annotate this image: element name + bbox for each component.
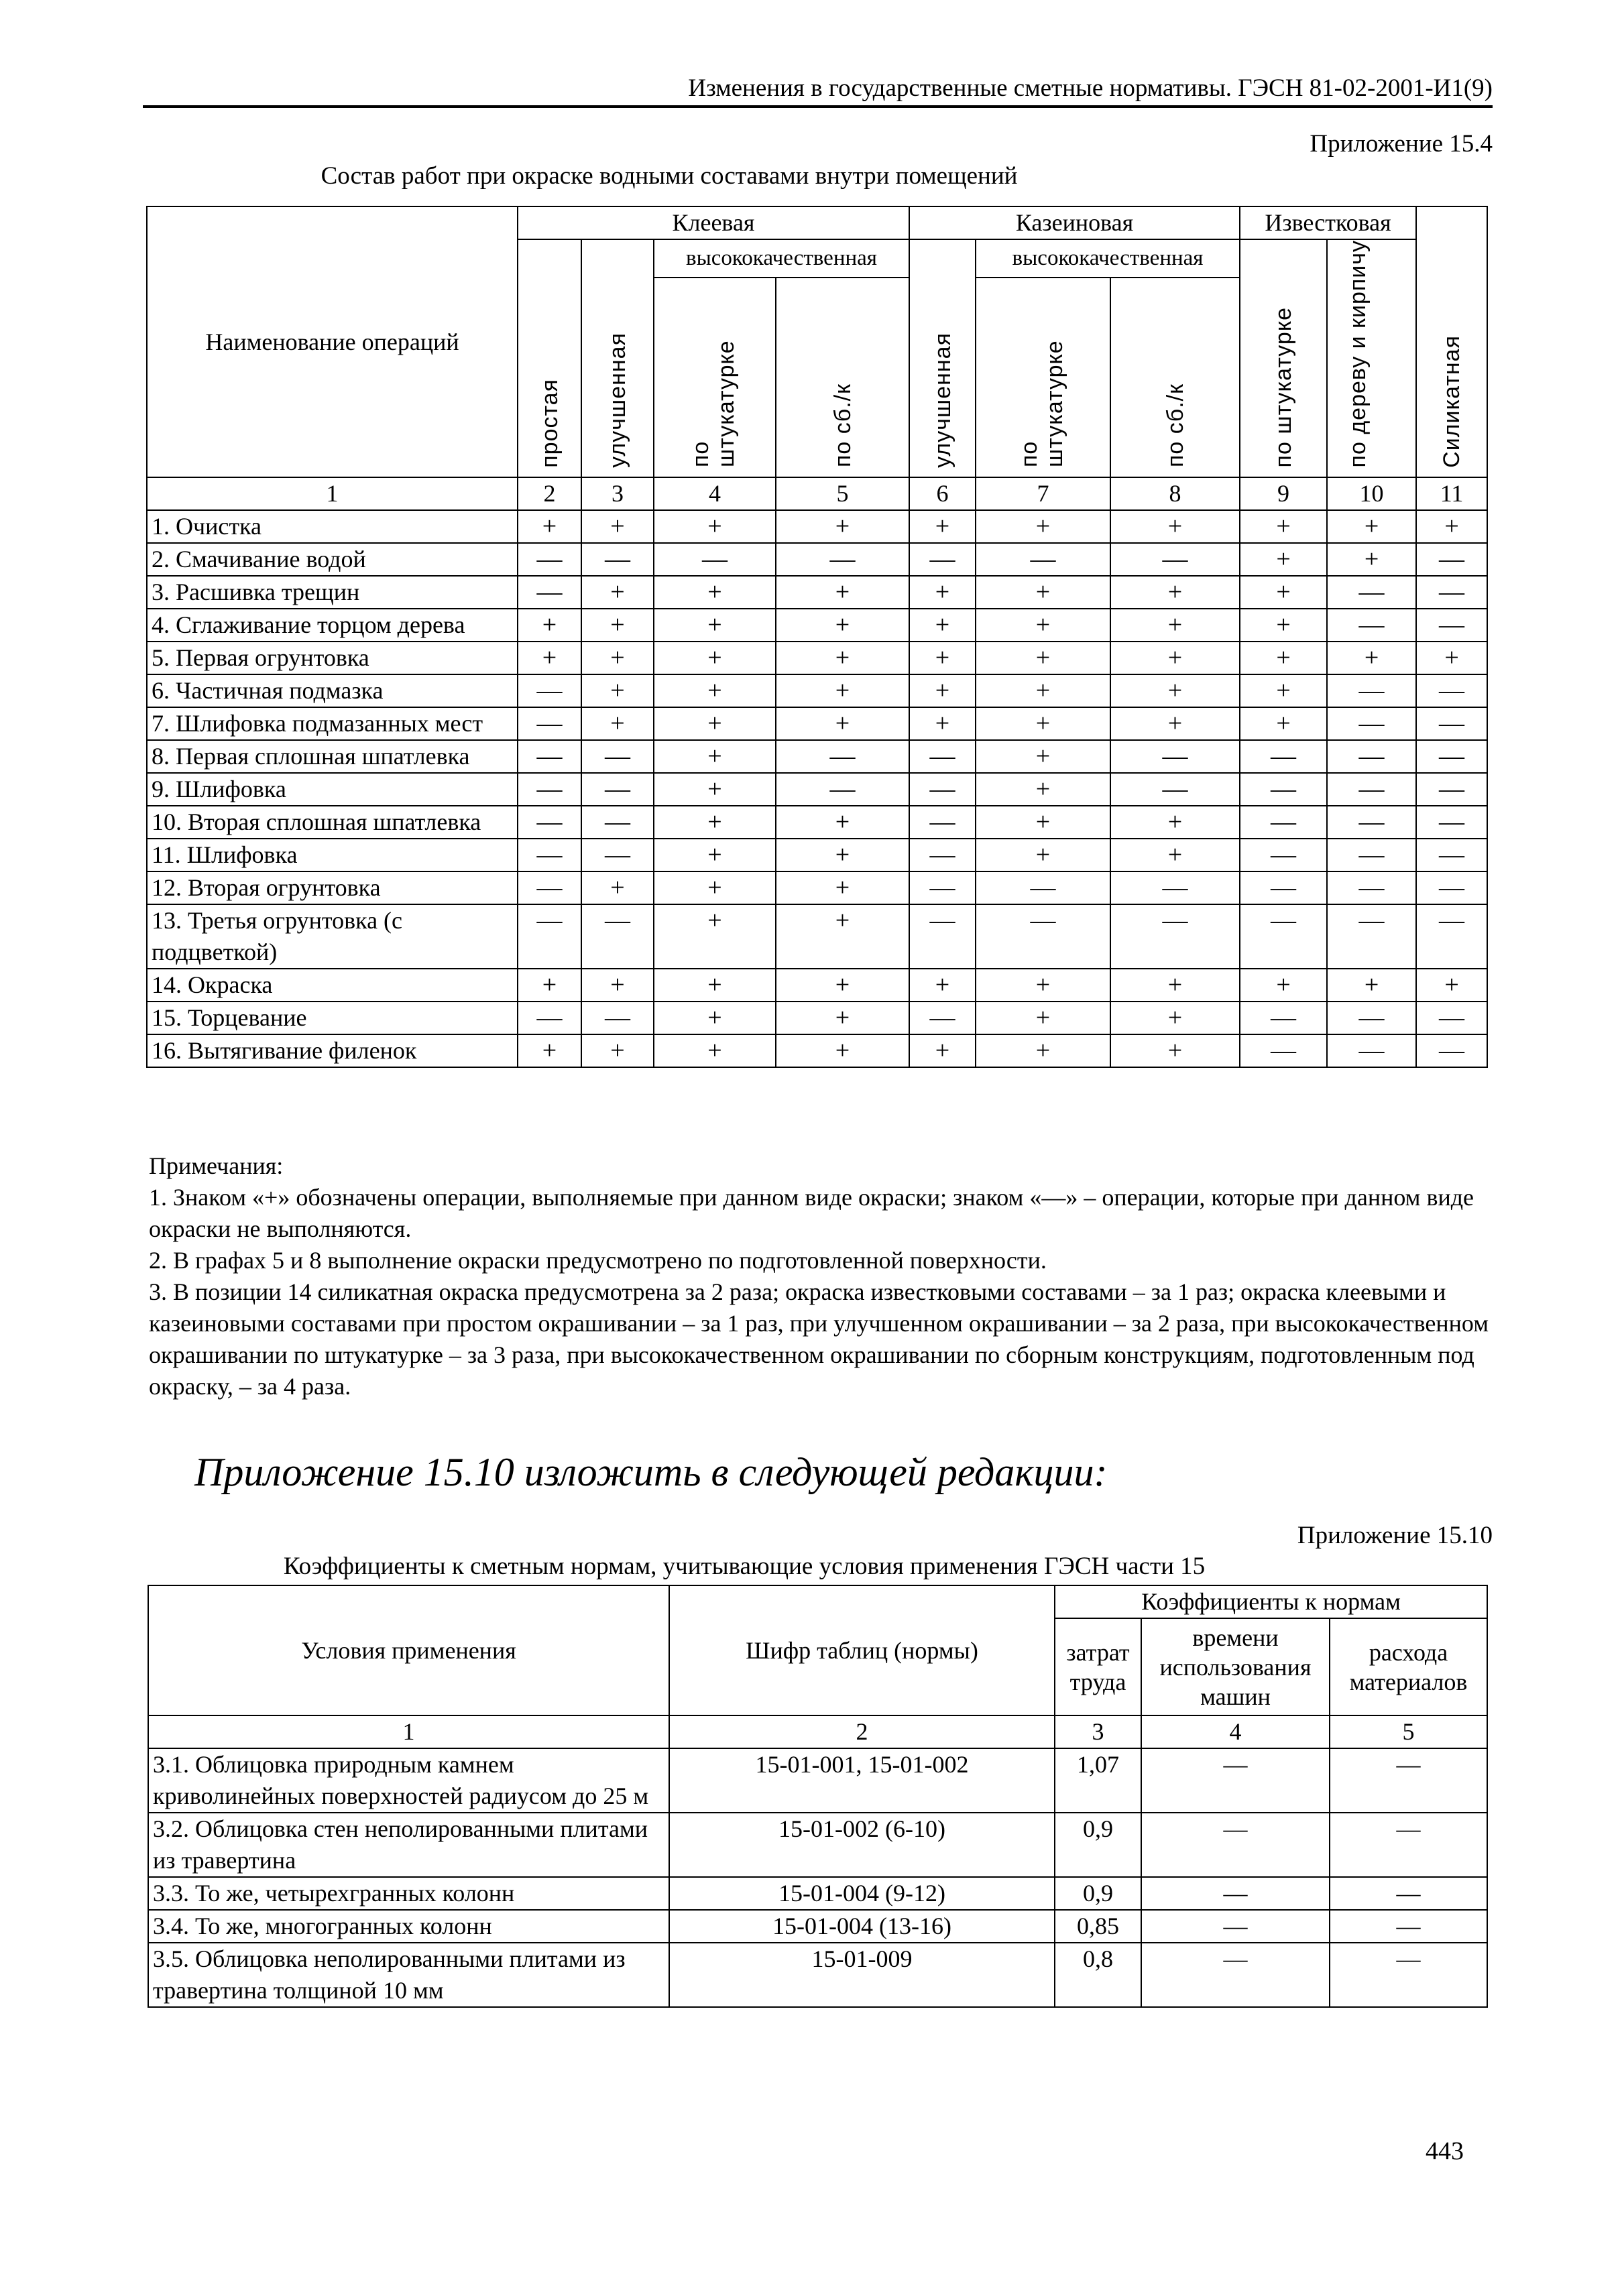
col-number: 1 (147, 477, 518, 510)
operation-mark: + (1240, 674, 1327, 707)
operation-mark: + (581, 576, 654, 609)
operation-mark: + (581, 642, 654, 674)
cell-labor: 0,85 (1055, 1910, 1141, 1943)
operation-mark: — (909, 806, 976, 839)
operation-mark: — (518, 674, 581, 707)
table-row (147, 806, 1487, 839)
operation-mark: + (1240, 642, 1327, 674)
header-col-11 (1416, 206, 1487, 477)
operation-mark: — (776, 740, 909, 773)
operation-mark: — (1416, 576, 1487, 609)
operation-mark: — (1240, 871, 1327, 904)
operation-mark: + (909, 576, 976, 609)
operation-mark: — (518, 1002, 581, 1034)
table-row (147, 969, 1487, 1002)
column-numbers-row (148, 1715, 1487, 1748)
operation-mark: — (1416, 609, 1487, 642)
operation-mark: + (909, 707, 976, 740)
operation-mark: — (909, 904, 976, 969)
operation-mark: + (909, 510, 976, 543)
operation-mark: — (518, 773, 581, 806)
col-number: 2 (518, 477, 581, 510)
table-row (147, 510, 1487, 543)
operation-mark: — (1110, 904, 1240, 969)
operation-mark: — (1240, 839, 1327, 871)
operation-name: 12. Вторая огрунтовка (147, 871, 518, 904)
page-number: 443 (1426, 2137, 1464, 2165)
operation-mark: + (976, 642, 1110, 674)
header-uluchshennaya: улучшенная (605, 332, 630, 468)
operation-mark: + (976, 674, 1110, 707)
header-col-9 (1240, 239, 1327, 477)
cell-code: 15-01-004 (13-16) (669, 1910, 1055, 1943)
operation-mark: + (1416, 969, 1487, 1002)
operation-mark: + (1240, 609, 1327, 642)
operation-mark: — (581, 1002, 654, 1034)
operation-mark: — (1327, 740, 1416, 773)
operation-mark: — (1327, 1034, 1416, 1067)
operation-name: 15. Торцевание (147, 1002, 518, 1034)
header-uluchshennaya-2: улучшенная (929, 332, 955, 468)
table-row (147, 773, 1487, 806)
operation-mark: — (1327, 904, 1416, 969)
operation-mark: — (518, 904, 581, 969)
header-col-5 (776, 278, 909, 478)
operation-mark: — (976, 871, 1110, 904)
operation-mark: — (1416, 707, 1487, 740)
operation-mark: + (1240, 510, 1327, 543)
operation-mark: — (518, 839, 581, 871)
operation-mark: — (1240, 773, 1327, 806)
col-number: 3 (1055, 1715, 1141, 1748)
operation-name: 6. Частичная подмазка (147, 674, 518, 707)
header-code: Шифр таблиц (нормы) (669, 1585, 1055, 1715)
table-row (147, 839, 1487, 871)
operation-mark: — (1416, 904, 1487, 969)
operation-mark: + (1327, 510, 1416, 543)
operation-mark: + (1110, 576, 1240, 609)
operation-mark: + (1110, 609, 1240, 642)
table-row (148, 1943, 1487, 2007)
operation-mark: — (1110, 871, 1240, 904)
operation-mark: + (518, 510, 581, 543)
note-2: 2. В графах 5 и 8 выполнение окраски предусмотрено по подготовленной поверхности. (149, 1247, 1047, 1274)
operation-mark: + (1110, 1002, 1240, 1034)
coefficients-table (148, 1585, 1488, 2008)
cell-code: 15-01-001, 15-01-002 (669, 1748, 1055, 1813)
header-labor: затрат труда (1055, 1618, 1141, 1715)
operation-name: 5. Первая огрунтовка (147, 642, 518, 674)
operation-mark: + (976, 609, 1110, 642)
header-materials: расхода материалов (1330, 1618, 1487, 1715)
operation-mark: — (976, 543, 1110, 576)
cell-materials: — (1330, 1943, 1487, 2007)
col-number: 2 (669, 1715, 1055, 1748)
operation-mark: — (909, 839, 976, 871)
operation-mark: — (654, 543, 776, 576)
operation-mark: — (518, 707, 581, 740)
operation-name: 9. Шлифовка (147, 773, 518, 806)
operation-mark: + (1416, 642, 1487, 674)
operation-mark: — (581, 904, 654, 969)
operation-mark: — (1110, 773, 1240, 806)
operation-mark: + (518, 609, 581, 642)
operation-mark: — (909, 543, 976, 576)
header-coefficients-group: Коэффициенты к нормам (1055, 1585, 1487, 1618)
cell-materials: — (1330, 1910, 1487, 1943)
cell-condition: 3.1. Облицовка природным камнем криволинейных поверхностей радиусом до 25 м (148, 1748, 669, 1813)
operation-mark: + (581, 871, 654, 904)
operations-table (146, 206, 1488, 1068)
operation-name: 8. Первая сплошная шпатлевка (147, 740, 518, 773)
cell-condition: 3.3. То же, четырехгранных колонн (148, 1877, 669, 1910)
table-row (147, 871, 1487, 904)
operation-mark: — (581, 543, 654, 576)
operation-mark: — (518, 543, 581, 576)
operation-mark: + (518, 969, 581, 1002)
operation-mark: + (654, 839, 776, 871)
operation-mark: + (654, 674, 776, 707)
operation-mark: + (1240, 543, 1327, 576)
note-1: 1. Знаком «+» обозначены операции, выполняемые при данном виде окраски; знаком «—» – операции, которые при данном виде окраски не выполняются. (149, 1184, 1474, 1242)
header-subgroup-vysokokach-1: высококачественная (654, 239, 909, 278)
header-col-10 (1327, 239, 1416, 477)
operation-mark: — (1327, 773, 1416, 806)
table-row (148, 1748, 1487, 1813)
operation-mark: + (1110, 1034, 1240, 1067)
cell-materials: — (1330, 1877, 1487, 1910)
table-row (147, 543, 1487, 576)
header-prostaya: простая (536, 378, 563, 468)
operation-mark: — (1110, 543, 1240, 576)
cell-machines: — (1141, 1813, 1330, 1877)
table-row (147, 674, 1487, 707)
operation-name: 3. Расшивка трещин (147, 576, 518, 609)
appendix-15-10-title: Коэффициенты к сметным нормам, учитывающие условия применения ГЭСН части 15 (283, 1553, 1206, 1580)
header-operation-name: Наименование операций (147, 206, 518, 477)
operation-mark: + (1110, 806, 1240, 839)
operation-mark: + (654, 707, 776, 740)
operation-mark: — (1327, 609, 1416, 642)
column-numbers-row (147, 477, 1487, 510)
operation-mark: + (581, 609, 654, 642)
operation-mark: + (654, 871, 776, 904)
table-row (147, 1034, 1487, 1067)
operation-mark: + (581, 1034, 654, 1067)
operation-mark: — (1327, 806, 1416, 839)
cell-machines: — (1141, 1910, 1330, 1943)
table-row (147, 609, 1487, 642)
header-po-shtukaturke-2: по штукатурке (1016, 340, 1067, 468)
operation-mark: + (1110, 510, 1240, 543)
operation-mark: + (654, 1034, 776, 1067)
operations-table-body (147, 510, 1487, 1067)
operation-mark: — (518, 806, 581, 839)
operation-mark: — (909, 773, 976, 806)
header-group-izvestkovaya: Известковая (1240, 206, 1416, 239)
operation-mark: + (976, 1034, 1110, 1067)
operation-mark: + (654, 510, 776, 543)
operation-mark: — (1327, 839, 1416, 871)
header-col-2 (518, 239, 581, 477)
cell-materials: — (1330, 1748, 1487, 1813)
operation-mark: + (776, 674, 909, 707)
table-row (147, 1002, 1487, 1034)
table-row (148, 1877, 1487, 1910)
operation-name: 1. Очистка (147, 510, 518, 543)
operation-mark: — (1416, 543, 1487, 576)
operation-mark: — (1416, 1034, 1487, 1067)
operation-mark: + (654, 740, 776, 773)
operation-mark: + (976, 740, 1110, 773)
header-col-4 (654, 278, 776, 478)
operation-mark: + (654, 609, 776, 642)
col-number: 5 (1330, 1715, 1487, 1748)
operation-mark: — (581, 740, 654, 773)
col-number: 4 (1141, 1715, 1330, 1748)
operation-mark: + (909, 609, 976, 642)
operation-mark: — (1416, 1002, 1487, 1034)
operation-mark: + (581, 969, 654, 1002)
operation-mark: + (976, 969, 1110, 1002)
operation-mark: — (1240, 740, 1327, 773)
operation-mark: + (776, 510, 909, 543)
col-number: 3 (581, 477, 654, 510)
operation-mark: + (776, 707, 909, 740)
running-header: Изменения в государственные сметные нормативы. ГЭСН 81-02-2001-И1(9) (688, 74, 1493, 102)
operation-name: 4. Сглаживание торцом дерева (147, 609, 518, 642)
col-number: 11 (1416, 477, 1487, 510)
header-group-kleevaya: Клеевая (518, 206, 909, 239)
table-row (148, 1910, 1487, 1943)
col-number: 1 (148, 1715, 669, 1748)
operation-mark: + (581, 674, 654, 707)
operation-mark: + (518, 1034, 581, 1067)
cell-code: 15-01-002 (6-10) (669, 1813, 1055, 1877)
col-number: 7 (976, 477, 1110, 510)
operation-mark: + (654, 904, 776, 969)
operation-mark: + (976, 510, 1110, 543)
operation-mark: + (976, 806, 1110, 839)
operation-mark: + (976, 1002, 1110, 1034)
col-number: 10 (1327, 477, 1416, 510)
operation-mark: + (1110, 969, 1240, 1002)
header-po-sbk-1: по сб./к (829, 383, 856, 468)
operation-mark: — (581, 806, 654, 839)
operation-mark: + (976, 773, 1110, 806)
operation-mark: — (909, 740, 976, 773)
header-col-6 (909, 239, 976, 477)
operation-mark: + (654, 806, 776, 839)
cell-condition: 3.2. Облицовка стен неполированными плитами из травертина (148, 1813, 669, 1877)
operation-mark: + (1240, 576, 1327, 609)
operation-mark: + (976, 707, 1110, 740)
operation-name: 11. Шлифовка (147, 839, 518, 871)
operation-mark: + (581, 707, 654, 740)
cell-labor: 0,8 (1055, 1943, 1141, 2007)
header-machines: времени использования машин (1141, 1618, 1330, 1715)
col-number: 9 (1240, 477, 1327, 510)
operation-mark: — (1110, 740, 1240, 773)
operation-mark: + (776, 839, 909, 871)
table-row (148, 1813, 1487, 1877)
cell-machines: — (1141, 1877, 1330, 1910)
note-3: 3. В позиции 14 силикатная окраска предусмотрена за 2 раза; окраска известковыми составами – за 1 раз; окраска клеевыми и казеиновыми составами при простом окрашивании – за 1 раз, при улучшенном окрашивании – за 2 раза, при высококачественном окрашивании по штукатурке – за 3 раза, при высококачественном окрашивании по сборным конструкциям, подготовленным под окраску, – за 4 раза. (149, 1278, 1489, 1400)
header-po-derevu: по дереву и кирпичу (1344, 240, 1371, 468)
operation-mark: — (1416, 871, 1487, 904)
operation-mark: — (518, 576, 581, 609)
operation-mark: + (581, 510, 654, 543)
operation-mark: — (909, 871, 976, 904)
header-silikatnaya: Силикатная (1439, 335, 1465, 468)
header-subgroup-vysokokach-2: высококачественная (976, 239, 1240, 278)
cell-code: 15-01-009 (669, 1943, 1055, 2007)
operation-mark: + (909, 1034, 976, 1067)
operation-mark: + (1327, 642, 1416, 674)
cell-machines: — (1141, 1748, 1330, 1813)
operation-mark: + (909, 642, 976, 674)
operation-mark: + (776, 806, 909, 839)
header-col-3 (581, 239, 654, 477)
operation-mark: + (776, 969, 909, 1002)
operation-mark: — (1327, 707, 1416, 740)
header-po-sbk-2: по сб./к (1162, 383, 1188, 468)
col-number: 4 (654, 477, 776, 510)
cell-labor: 0,9 (1055, 1877, 1141, 1910)
operation-mark: — (909, 1002, 976, 1034)
operation-mark: + (976, 839, 1110, 871)
cell-condition: 3.5. Облицовка неполированными плитами из травертина толщиной 10 мм (148, 1943, 669, 2007)
header-conditions: Условия применения (148, 1585, 669, 1715)
cell-labor: 1,07 (1055, 1748, 1141, 1813)
header-rule (143, 105, 1493, 108)
header-col-8 (1110, 278, 1240, 478)
notes (149, 1150, 1490, 1402)
cell-condition: 3.4. То же, многогранных колонн (148, 1910, 669, 1943)
col-number: 6 (909, 477, 976, 510)
operation-mark: — (1416, 806, 1487, 839)
coefficients-table-body (148, 1748, 1487, 2007)
appendix-15-4-label: Приложение 15.4 (1310, 130, 1493, 158)
operation-mark: + (776, 576, 909, 609)
operation-mark: — (1327, 576, 1416, 609)
operation-mark: + (776, 642, 909, 674)
operation-name: 16. Вытягивание филенок (147, 1034, 518, 1067)
table-row (147, 904, 1487, 969)
operation-mark: + (776, 609, 909, 642)
appendix-15-4-title: Состав работ при окраске водными составами внутри помещений (321, 162, 1018, 190)
header-po-shtukaturke-1: по штукатурке (688, 340, 739, 468)
operation-mark: + (909, 969, 976, 1002)
header-group-kazeinovaya: Казеиновая (909, 206, 1240, 239)
operation-mark: + (1240, 707, 1327, 740)
operation-mark: — (1416, 740, 1487, 773)
operation-mark: — (1416, 839, 1487, 871)
operation-mark: — (976, 904, 1110, 969)
operation-mark: + (518, 642, 581, 674)
cell-code: 15-01-004 (9-12) (669, 1877, 1055, 1910)
operation-mark: + (976, 576, 1110, 609)
cell-materials: — (1330, 1813, 1487, 1877)
operation-mark: — (518, 871, 581, 904)
operation-name: 2. Смачивание водой (147, 543, 518, 576)
operation-mark: — (1327, 1002, 1416, 1034)
operation-mark: + (1416, 510, 1487, 543)
col-number: 8 (1110, 477, 1240, 510)
table-row (147, 740, 1487, 773)
table-row (147, 707, 1487, 740)
operation-mark: — (581, 839, 654, 871)
cell-machines: — (1141, 1943, 1330, 2007)
operation-mark: + (1110, 674, 1240, 707)
operation-mark: — (1240, 904, 1327, 969)
operation-mark: — (1416, 773, 1487, 806)
instruction-heading: Приложение 15.10 изложить в следующей редакции: (194, 1450, 1108, 1494)
operation-mark: + (654, 969, 776, 1002)
operation-mark: + (654, 642, 776, 674)
col-number: 5 (776, 477, 909, 510)
operation-name: 10. Вторая сплошная шпатлевка (147, 806, 518, 839)
operation-mark: + (776, 904, 909, 969)
operation-mark: + (1110, 707, 1240, 740)
operation-mark: + (654, 773, 776, 806)
operation-mark: — (1327, 871, 1416, 904)
operation-mark: — (1240, 806, 1327, 839)
operation-mark: + (1327, 969, 1416, 1002)
operation-mark: + (654, 576, 776, 609)
appendix-15-10-label: Приложение 15.10 (1297, 1522, 1493, 1549)
operation-mark: — (1240, 1002, 1327, 1034)
header-po-shtukaturke-3: по штукатурке (1271, 307, 1297, 468)
operation-mark: + (1327, 543, 1416, 576)
operation-mark: — (776, 773, 909, 806)
operation-mark: — (1416, 674, 1487, 707)
operation-mark: — (581, 773, 654, 806)
operation-mark: — (776, 543, 909, 576)
operation-name: 14. Окраска (147, 969, 518, 1002)
operation-mark: + (776, 1034, 909, 1067)
operation-mark: + (654, 1002, 776, 1034)
operation-mark: — (1327, 674, 1416, 707)
notes-title: Примечания: (149, 1152, 284, 1179)
operation-mark: — (1240, 1034, 1327, 1067)
cell-labor: 0,9 (1055, 1813, 1141, 1877)
operation-mark: + (1110, 839, 1240, 871)
operation-name: 7. Шлифовка подмазанных мест (147, 707, 518, 740)
table-row (147, 642, 1487, 674)
operation-mark: — (518, 740, 581, 773)
operation-name: 13. Третья огрунтовка (с подцветкой) (147, 904, 518, 969)
table-row (147, 576, 1487, 609)
operation-mark: + (909, 674, 976, 707)
operation-mark: + (1240, 969, 1327, 1002)
operation-mark: + (1110, 642, 1240, 674)
operation-mark: + (776, 871, 909, 904)
header-col-7 (976, 278, 1110, 478)
operation-mark: + (776, 1002, 909, 1034)
